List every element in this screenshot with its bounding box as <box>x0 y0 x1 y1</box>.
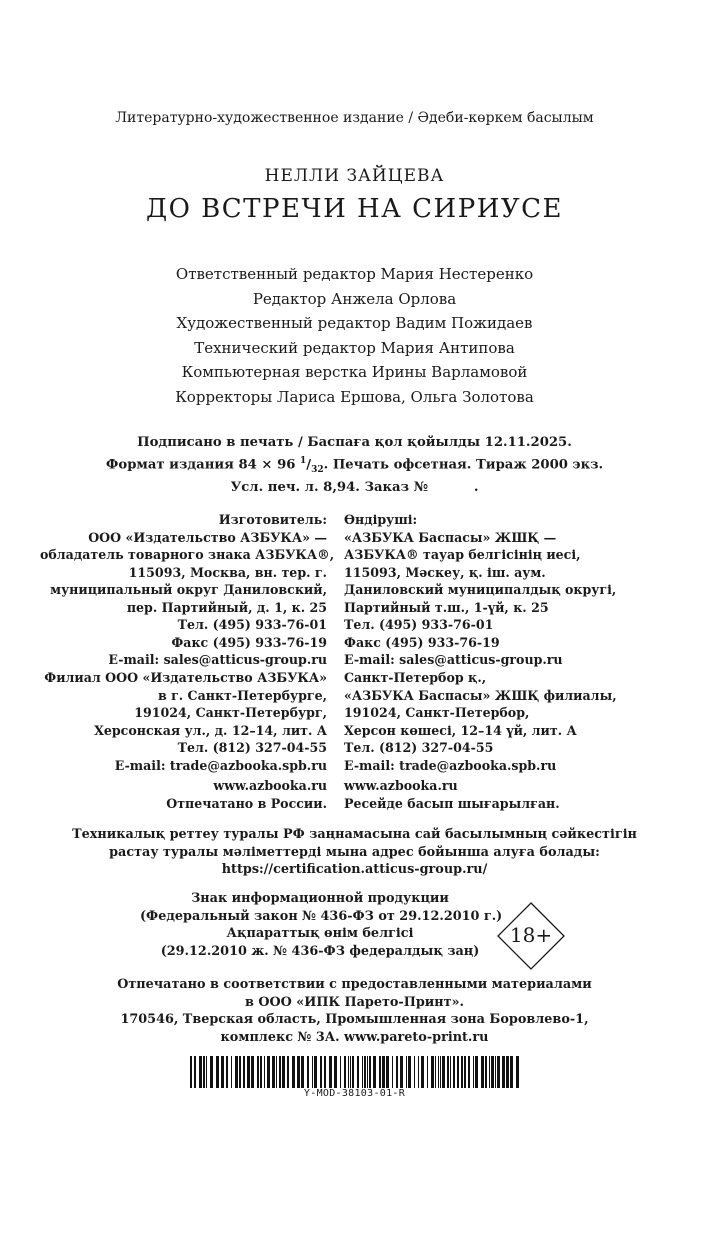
barcode-bar <box>260 1056 262 1088</box>
branch-kz <box>344 669 684 774</box>
text-line: Херсонская ул., д. 12–14, лит. А <box>94 722 327 738</box>
publication-info <box>0 434 709 497</box>
barcode-bar <box>307 1056 309 1088</box>
text-line: Херсон көшесі, 12–14 үй, лит. А <box>344 722 577 738</box>
barcode-bar <box>440 1056 441 1088</box>
barcode-bar <box>450 1056 451 1088</box>
barcode-bar <box>267 1056 270 1088</box>
barcode-bar <box>357 1056 359 1088</box>
barcode-bar <box>312 1056 313 1088</box>
text-line: E-mail: sales@atticus-group.ru <box>108 652 327 667</box>
text-line: в ООО «ИПК Парето-Принт». <box>244 994 465 1010</box>
barcode-bar <box>210 1056 213 1088</box>
barcode-bar <box>352 1056 354 1088</box>
barcode-bar <box>247 1056 250 1088</box>
barcode-bar <box>282 1056 285 1088</box>
barcode-bar <box>431 1056 434 1088</box>
barcode-bar <box>516 1056 519 1088</box>
barcode-bar <box>199 1056 202 1088</box>
text-line: Ресейде басып шығарылған. <box>344 795 560 811</box>
barcode-bar <box>239 1056 241 1088</box>
certification-url: https://certification.atticus-group.ru/ <box>221 862 488 877</box>
barcode-bar <box>435 1056 436 1088</box>
barcode-bar <box>396 1056 398 1088</box>
text-line: 115093, Москва, вн. тер. г. <box>128 564 327 580</box>
text-line: Техникалық реттеу туралы РФ заңнамасына сай басылымның сәйкестігін <box>72 827 637 842</box>
edition-type: Литературно-художественное издание / Әдеби-көркем басылым <box>115 110 594 126</box>
barcode-bar <box>473 1056 474 1088</box>
barcode-bar <box>408 1056 411 1088</box>
barcode-bar <box>406 1056 407 1088</box>
barcode-bar <box>320 1056 322 1088</box>
barcode-image <box>190 1056 520 1088</box>
text-line: (29.12.2010 ж. № 436-ФЗ федералдық заң) <box>160 943 480 959</box>
barcode-bar <box>348 1056 349 1088</box>
barcode-bar <box>464 1056 466 1088</box>
text-line: Изготовитель: <box>218 512 327 527</box>
barcode-bar <box>364 1056 366 1088</box>
text-line: Партийный т.ш., 1-үй, к. 25 <box>344 599 549 615</box>
barcode-bar <box>442 1056 445 1088</box>
text-line: Тел. (812) 327-04-55 <box>177 740 327 755</box>
text-line: 191024, Санкт-Петербор, <box>344 705 530 720</box>
barcode-bar <box>226 1056 228 1088</box>
barcode-bar <box>231 1056 232 1088</box>
text-line: Ақпараттық өнім белгісі <box>226 926 414 941</box>
barcode-bar <box>495 1056 496 1088</box>
barcode-bar <box>340 1056 341 1088</box>
text-line: Знак информационной продукции <box>191 891 449 906</box>
barcode-bar <box>344 1056 346 1088</box>
site-kz <box>344 777 684 812</box>
format-line <box>0 452 709 479</box>
text-line: 115093, Мәскеу, қ. іш. аум. <box>344 564 546 580</box>
barcode-bar <box>418 1056 419 1088</box>
text-line: комплекс № 3А. www.pareto-print.ru <box>220 1029 489 1045</box>
barcode-bar <box>447 1056 449 1088</box>
format-numerator: 1 <box>300 456 307 466</box>
text-line: обладатель товарного знака АЗБУКА®, <box>40 547 335 562</box>
barcode-bar <box>489 1056 490 1088</box>
barcode-label: Y-MOD-38103-01-R <box>303 1088 406 1099</box>
barcode-bar <box>206 1056 207 1088</box>
barcode-bar <box>457 1056 459 1088</box>
text-line: Даниловский муниципалдық округі, <box>344 582 617 597</box>
barcode-bar <box>203 1056 205 1088</box>
age-rating-text: 18+ <box>509 923 553 947</box>
credit-line: Редактор Анжела Орлова <box>252 289 457 308</box>
credit-line: Технический редактор Мария Антипова <box>194 338 515 357</box>
text-line: 191024, Санкт-Петербург, <box>134 705 327 720</box>
barcode-bar <box>386 1056 389 1088</box>
barcode-bar <box>461 1056 463 1088</box>
text-line: E-mail: sales@atticus-group.ru <box>344 652 563 667</box>
barcode-bar <box>362 1056 363 1088</box>
site-ru <box>40 777 327 812</box>
barcode-bar <box>190 1056 192 1088</box>
text-line: 170546, Тверская область, Промышленная зона Боровлево-1, <box>120 1012 589 1027</box>
barcode-bar <box>194 1056 196 1088</box>
barcode-bar <box>257 1056 259 1088</box>
barcode-bar <box>414 1056 415 1088</box>
barcode-bar <box>506 1056 509 1088</box>
barcode-bar <box>502 1056 505 1088</box>
credit-line: Художественный редактор Вадим Пожидаев <box>176 314 533 333</box>
text-line: Өндіруші: <box>344 512 418 527</box>
barcode-bar <box>392 1056 393 1088</box>
tech-regulation-note <box>0 826 709 879</box>
text-line: Санкт-Петербор қ., <box>344 670 487 685</box>
text-line: Факс (495) 933-76-19 <box>171 634 327 650</box>
text-line: «АЗБУКА Баспасы» ЖШҚ — <box>344 529 557 545</box>
manufacturer-kz <box>344 511 684 669</box>
barcode-bar <box>221 1056 224 1088</box>
credits-block <box>0 262 709 410</box>
credit-line: Ответственный редактор Мария Нестеренко <box>175 265 534 283</box>
text-line: Отпечатано в соответствии с предоставленными материалами <box>117 977 592 992</box>
format-prefix: Формат издания 84 × 96 <box>105 457 301 473</box>
text-line: E-mail: trade@azbooka.spb.ru <box>114 757 327 773</box>
book-title: ДО ВСТРЕЧИ НА СИРИУСЕ <box>145 194 564 224</box>
text-line: ООО «Издательство АЗБУКА» — <box>88 529 327 545</box>
author-name: НЕЛЛИ ЗАЙЦЕВА <box>264 166 445 186</box>
text-line: пер. Партийный, д. 1, к. 25 <box>126 599 327 615</box>
text-line: Отпечатано в России. <box>166 795 327 811</box>
barcode-bar <box>510 1056 513 1088</box>
barcode-bar <box>382 1056 385 1088</box>
barcode-bar <box>485 1056 487 1088</box>
barcode-bar <box>329 1056 332 1088</box>
credit-line: Компьютерная верстка Ирины Варламовой <box>181 363 528 382</box>
barcode-bar <box>243 1056 245 1088</box>
barcode-bar <box>235 1056 238 1088</box>
manufacturer-ru <box>40 511 335 669</box>
barcode-bar <box>497 1056 500 1088</box>
text-line: «АЗБУКА Баспасы» ЖШҚ филиалы, <box>344 687 617 703</box>
barcode-bar <box>292 1056 295 1088</box>
barcode-bar <box>350 1056 351 1088</box>
credit-line: Корректоры Лариса Ершова, Ольга Золотова <box>175 387 534 406</box>
branch-ru <box>40 669 327 774</box>
text-line: Факс (495) 933-76-19 <box>344 634 500 650</box>
barcode-bar <box>491 1056 494 1088</box>
format-denominator: 32 <box>311 465 324 476</box>
printed-by <box>0 976 709 1046</box>
text-line: в г. Санкт-Петербурге, <box>157 687 327 703</box>
barcode-bar <box>287 1056 289 1088</box>
barcode-bar <box>481 1056 484 1088</box>
text-line: Тел. (495) 933-76-01 <box>344 617 494 632</box>
barcode-bar <box>369 1056 371 1088</box>
text-line: растау туралы мәліметтерді мына адрес бойынша алуға болады: <box>109 844 600 860</box>
text-line: Тел. (495) 933-76-01 <box>177 617 327 632</box>
barcode-bar <box>216 1056 219 1088</box>
barcode-bar <box>324 1056 326 1088</box>
barcode-bar <box>279 1056 281 1088</box>
text-line: муниципальный округ Даниловский, <box>50 582 327 597</box>
text-line: Филиал ООО «Издательство АЗБУКА» <box>44 670 327 685</box>
barcode-bar <box>264 1056 265 1088</box>
sheets-order: Усл. печ. л. 8,94. Заказ № . <box>230 480 479 496</box>
barcode-bar <box>297 1056 300 1088</box>
info-product-sign <box>140 890 503 960</box>
format-slash: / <box>306 457 312 473</box>
barcode-bar <box>367 1056 368 1088</box>
barcode-bar <box>379 1056 381 1088</box>
barcode-bar <box>314 1056 317 1088</box>
text-line: АЗБУКА® тауар белгісінің иесі, <box>344 547 581 562</box>
barcode-bar <box>272 1056 275 1088</box>
barcode-bar <box>373 1056 376 1088</box>
text-line: Тел. (812) 327-04-55 <box>344 740 494 755</box>
website-link: www.azbooka.ru <box>213 778 327 793</box>
format-suffix: . Печать офсетная. Тираж 2000 экз. <box>323 457 604 473</box>
barcode-bar <box>276 1056 277 1088</box>
website-link: www.azbooka.ru <box>344 778 458 793</box>
text-line: (Федеральный закон № 436-ФЗ от 29.12.2010 г.) <box>140 908 503 924</box>
text-line: E-mail: trade@azbooka.spb.ru <box>344 757 557 773</box>
signed-date: Подписано в печать / Баспаға қол қойылды 12.11.2025. <box>137 435 572 450</box>
age-rating-badge <box>497 902 565 970</box>
barcode-bar <box>475 1056 478 1088</box>
barcode-bar <box>400 1056 403 1088</box>
barcode-bar <box>251 1056 254 1088</box>
barcode-bar <box>453 1056 455 1088</box>
barcode-bar <box>421 1056 424 1088</box>
barcode-bar <box>334 1056 337 1088</box>
barcode-bar <box>301 1056 304 1088</box>
barcode-bar <box>427 1056 428 1088</box>
barcode-bar <box>438 1056 439 1088</box>
barcode-bar <box>468 1056 470 1088</box>
